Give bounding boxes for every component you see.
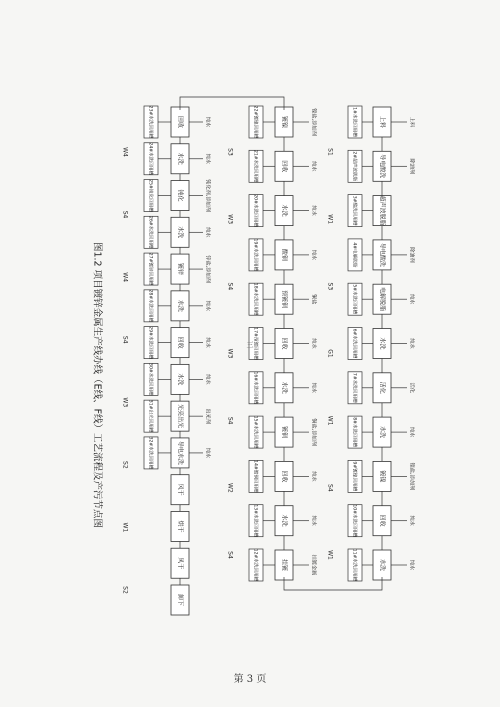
output-label: 8#水洗回用槽 <box>351 417 357 447</box>
step-label: 水洗 <box>176 152 184 165</box>
step-label: 导电水洗 <box>176 440 184 465</box>
output-label: 14#镀铜回用槽 <box>252 460 258 493</box>
step-label: 卸下 <box>176 593 184 607</box>
step-label: 回收 <box>280 160 288 173</box>
step-label: 水洗 <box>176 373 184 386</box>
input-label: 除油剂 <box>408 247 415 263</box>
input-label: 纯水 <box>408 515 415 526</box>
input-label: 镍盐,添加剂 <box>408 462 415 491</box>
input-label: 纯水 <box>408 338 415 349</box>
emission-code: W1 <box>326 550 334 560</box>
step-label: 上料 <box>378 115 386 129</box>
input-label: 纯水 <box>204 153 211 164</box>
emission-code: S4 <box>121 335 129 344</box>
emission-code: W3 <box>121 397 129 408</box>
step-label: 水洗 <box>378 426 386 439</box>
input-label: 上料 <box>408 116 415 128</box>
emission-code: W4 <box>121 147 129 157</box>
output-label: 19#水洗回用槽 <box>252 238 258 272</box>
step-label: 风干 <box>176 557 184 570</box>
emission-code: W1 <box>326 214 334 225</box>
step-label: 回收 <box>176 336 184 349</box>
input-label: 除油剂 <box>408 158 415 175</box>
input-label: 纯水 <box>310 161 317 172</box>
output-label: 18#水洗回用槽 <box>252 282 258 316</box>
emission-code: W4 <box>121 272 129 283</box>
output-label: 28#水洗回用槽 <box>147 289 153 323</box>
step-label: 水洗 <box>176 226 184 239</box>
input-label: 铜盐 <box>310 294 317 305</box>
output-label: 4#电解脱脂 <box>351 242 357 268</box>
emission-code: S4 <box>326 484 334 492</box>
step-label: 回收 <box>176 115 184 129</box>
input-label: 挂镀金属 <box>310 554 317 576</box>
output-label: 15#水洗回用槽 <box>252 415 258 449</box>
input-label: 纯水 <box>408 426 415 438</box>
input-label: 纯水 <box>204 374 211 385</box>
output-label: 9#镀镍回用槽 <box>351 461 357 492</box>
emission-code: W1 <box>121 522 129 533</box>
input-label: 纯水 <box>204 447 211 459</box>
emission-code: S3 <box>226 148 234 156</box>
step-label: 水洗 <box>280 381 288 394</box>
input-label: 纯水 <box>310 249 317 261</box>
step-label: 水洗 <box>280 204 288 217</box>
output-label: 29#水洗回用槽 <box>147 326 153 359</box>
output-label: 17#预镀回用槽 <box>252 327 258 360</box>
step-label: 水洗 <box>176 299 184 312</box>
output-label: 25#钝化回用槽 <box>147 179 153 212</box>
step-label: 回收 <box>280 470 288 483</box>
step-label: 回收 <box>378 514 386 527</box>
emission-code: G1 <box>326 349 334 358</box>
step-label: 风干 <box>176 483 184 496</box>
input-label: 纯水 <box>310 338 317 349</box>
step-label: 烘干 <box>176 520 184 533</box>
input-label: 纯水 <box>310 382 317 393</box>
emission-code: W2 <box>226 482 234 493</box>
output-label: 6#水洗回用槽 <box>351 328 357 359</box>
step-label: 预镀铜 <box>280 290 288 309</box>
input-label: 钝化剂,添加剂 <box>204 179 211 212</box>
step-label: 水洗 <box>378 337 386 350</box>
output-label: 3#酸洗回用槽 <box>351 195 357 226</box>
step-label: 电解脱脂 <box>378 287 386 312</box>
output-label: 22#镀镍回用槽 <box>252 105 258 139</box>
output-label: 32#水洗回用槽 <box>147 436 153 470</box>
emission-code: S2 <box>121 461 129 469</box>
input-label: 出光剂 <box>204 408 211 424</box>
output-label: 31#出光回用槽 <box>147 399 153 433</box>
emission-code: W3 <box>226 214 234 225</box>
step-label: 水洗 <box>378 558 386 572</box>
turn-connector-bottom <box>284 577 382 590</box>
page-mark: 三 <box>246 341 254 349</box>
output-label: 2#超声波脱脂 <box>351 151 357 182</box>
output-label: 13#水洗回用槽 <box>252 504 258 538</box>
output-label: 20#水洗回用槽 <box>252 194 258 227</box>
input-label: 纯水 <box>204 300 211 312</box>
emission-code: S3 <box>326 282 334 291</box>
step-label: 回收 <box>280 337 288 350</box>
step-label: 酸铜 <box>280 248 288 261</box>
step-label: 挂镀 <box>280 558 288 572</box>
emission-code: S4 <box>226 282 234 291</box>
emission-code: S4 <box>121 210 129 219</box>
step-label: 导电酸洗 <box>378 154 386 179</box>
input-label: 活化 <box>408 382 415 393</box>
output-label: 21#水洗回用槽 <box>252 149 258 183</box>
output-label: 24#水洗回用槽 <box>147 142 153 176</box>
step-label: 钝化 <box>176 189 184 202</box>
output-label: 23#水洗回用槽 <box>147 105 153 139</box>
output-label: 10#水洗回用槽 <box>351 504 357 538</box>
output-label: 27#镀锌回用槽 <box>147 252 153 286</box>
step-label: 超声波脱脂 <box>378 195 386 226</box>
output-label: 5#水洗回用槽 <box>351 284 357 315</box>
input-label: 纯水 <box>408 559 415 571</box>
output-label: 1#水洗回用槽 <box>351 107 357 137</box>
emission-code: W3 <box>226 348 234 359</box>
input-label: 锌盐,添加剂 <box>204 255 211 283</box>
input-label: 纯水 <box>310 205 317 216</box>
emission-code: S2 <box>121 586 129 594</box>
input-label: 纯水 <box>204 337 211 348</box>
input-label: 铜盐,添加剂 <box>310 418 317 446</box>
page-number: 第 3 页 <box>233 674 267 685</box>
output-label: 12#水洗回用槽 <box>252 548 258 582</box>
output-label: 26#水洗回用槽 <box>147 215 153 249</box>
figure-caption: 图1.2 项目镀锌金属生产线办线（E线、F线）工艺流程及产污节点图 <box>91 241 103 529</box>
step-label: 镀镍 <box>378 470 386 483</box>
input-label: 纯水 <box>408 294 415 305</box>
input-label: 纯水 <box>310 471 317 482</box>
input-label: 镍盐,添加剂 <box>310 108 317 136</box>
step-label: 光亮出光 <box>176 404 184 429</box>
output-label: 11#水洗回用槽 <box>351 548 357 582</box>
output-label: 30#水洗回用槽 <box>147 363 153 396</box>
turn-connector-top <box>180 97 284 110</box>
step-label: 导电酸洗 <box>378 242 386 267</box>
step-label: 镀锌 <box>176 263 184 276</box>
step-label: 活化 <box>378 381 386 394</box>
step-label: 镀镍 <box>280 115 288 129</box>
step-label: 镀铜 <box>280 426 288 439</box>
step-label: 水洗 <box>280 514 288 527</box>
emission-code: S4 <box>226 416 234 425</box>
output-label: 7#水洗回用槽 <box>351 372 357 403</box>
emission-code: S1 <box>326 148 334 156</box>
input-label: 纯水 <box>204 227 211 238</box>
emission-code: S4 <box>226 551 234 559</box>
input-label: 纯水 <box>310 515 317 526</box>
input-label: 纯水 <box>204 116 211 128</box>
emission-code: W1 <box>326 415 334 426</box>
output-label: 16#水洗回用槽 <box>252 371 258 405</box>
